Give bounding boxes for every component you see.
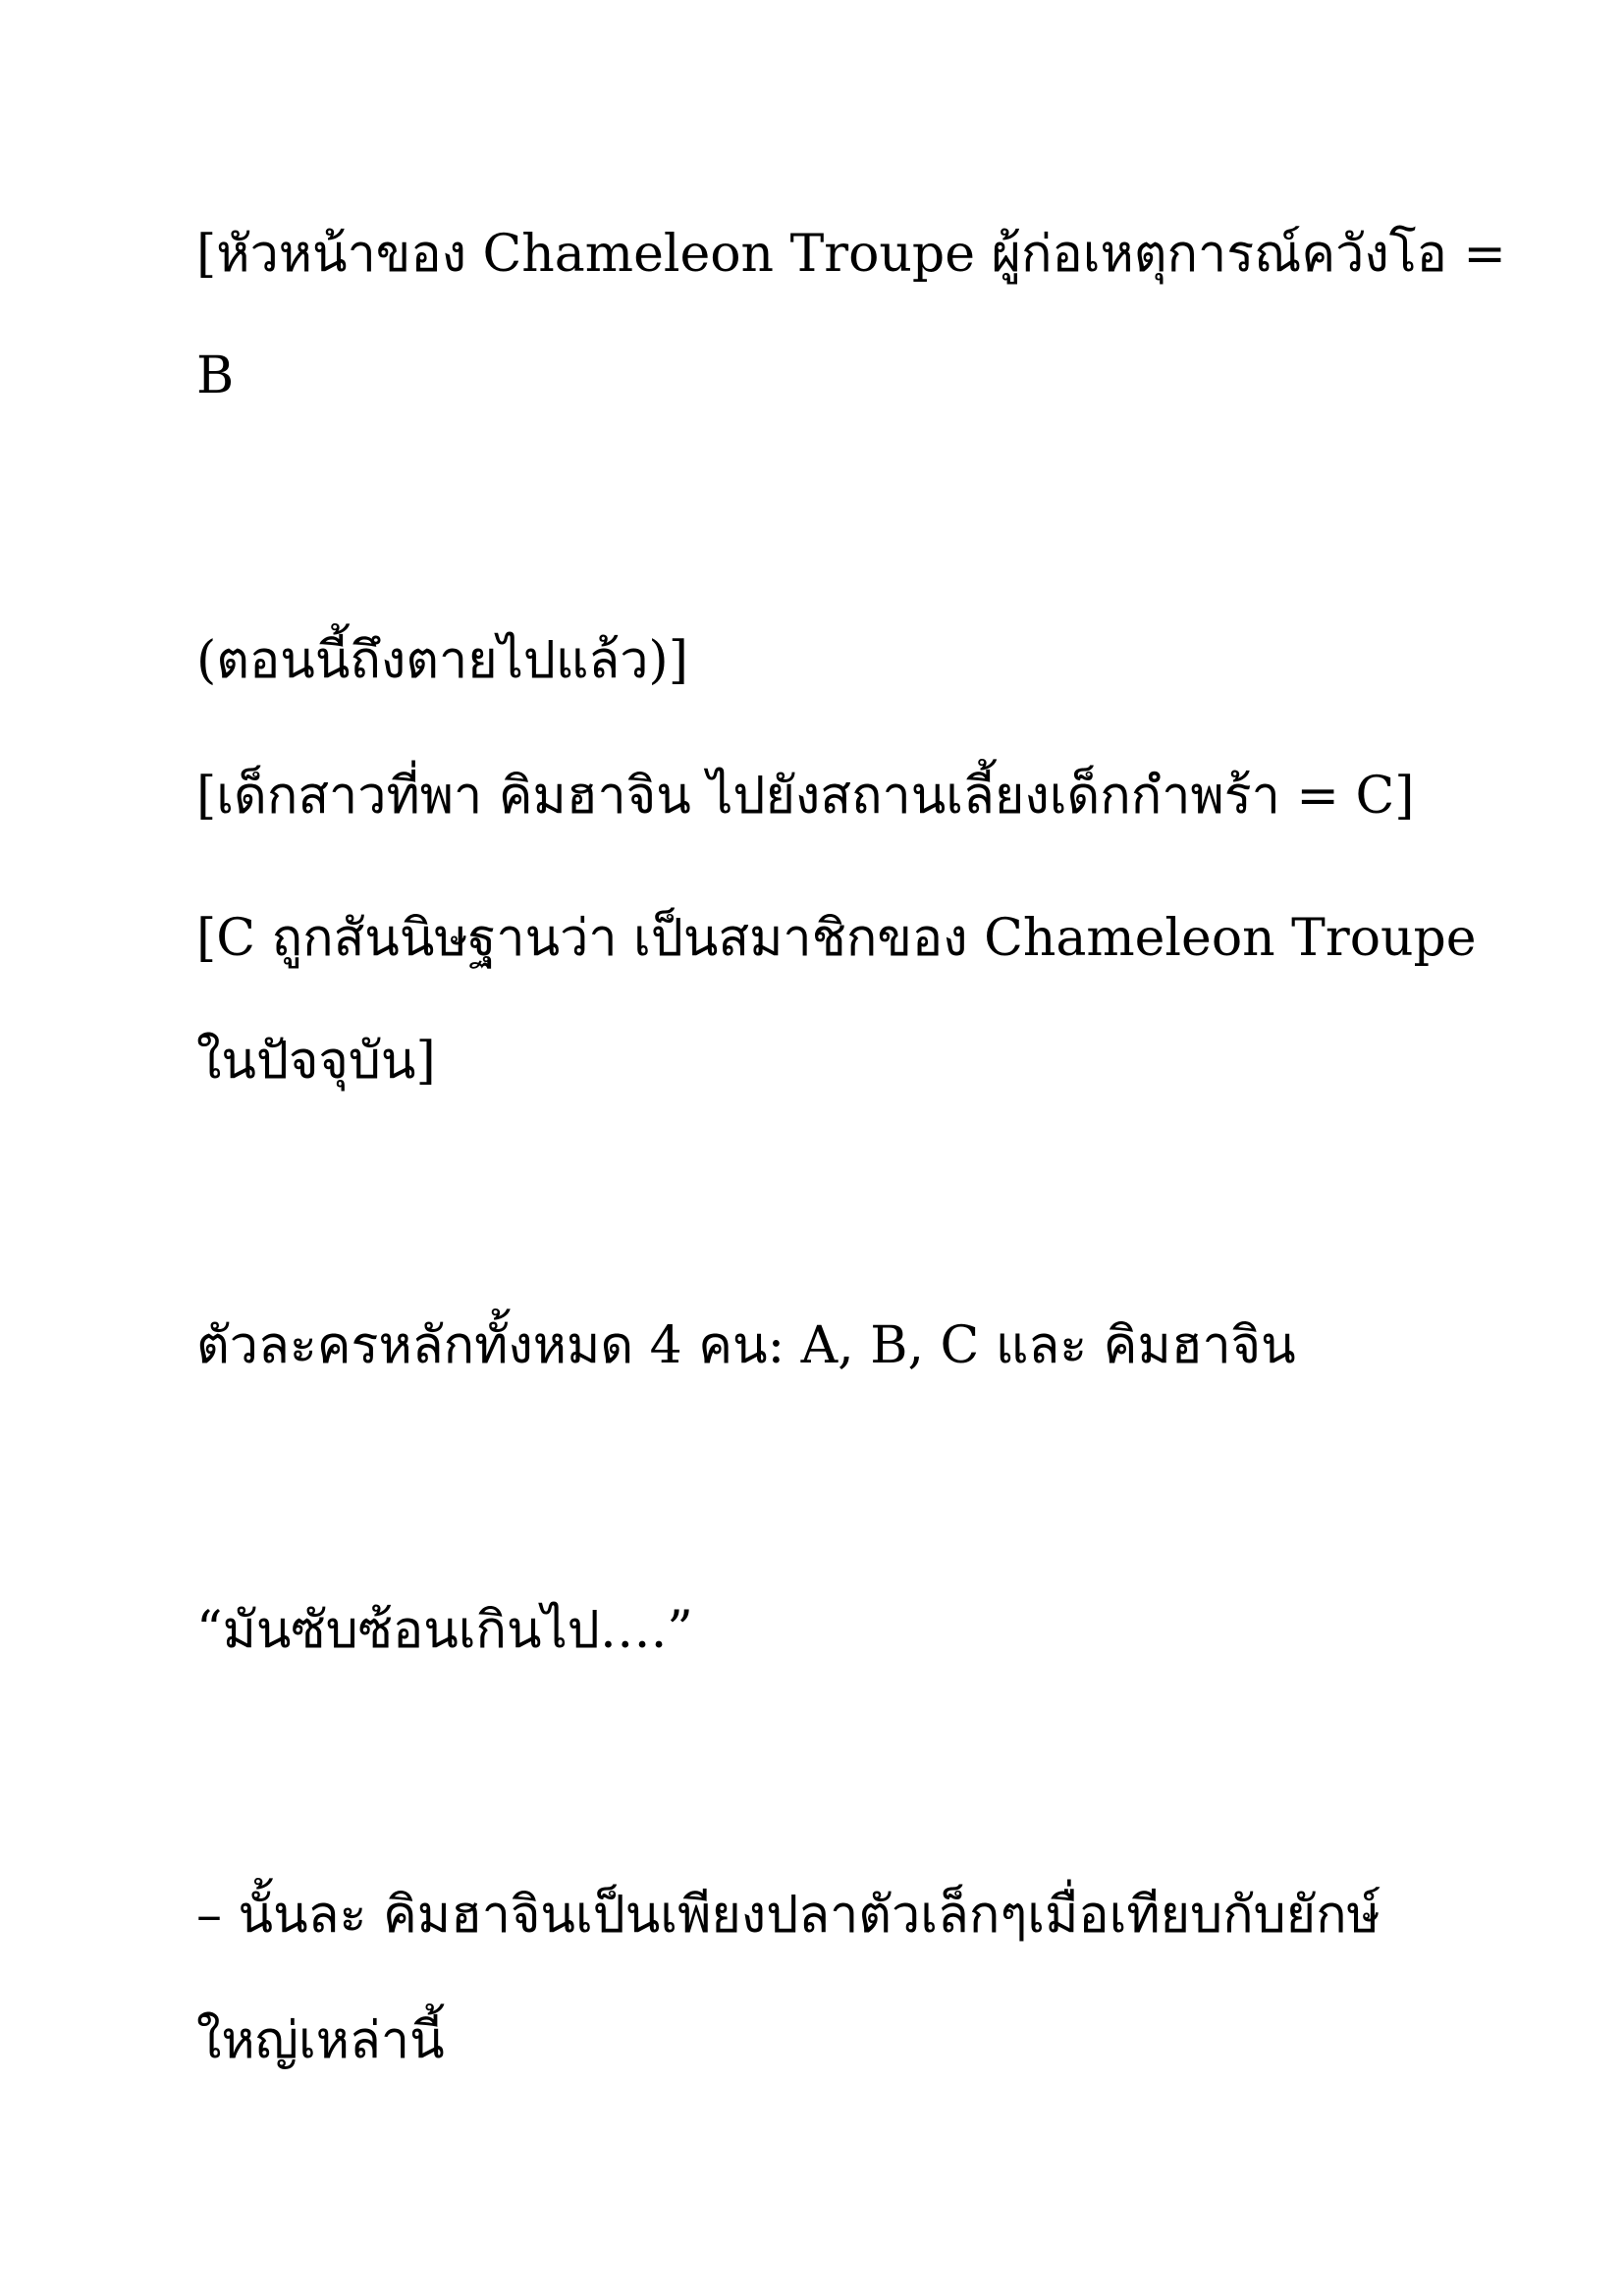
paragraph-line-9: – นั้นละ คิมฮาจินเป็นเพียงปลาตัวเล็กๆเมื่อเทียบกับยักษ์: [196, 1886, 1380, 1945]
paragraph-line-3: (ตอนนี้ถึงตายไปแล้ว)]: [196, 631, 689, 690]
paragraph-line-4: [เด็กสาวที่พา คิมฮาจิน ไปยังสถานเลี้ยงเด็กกำพร้า = C]: [196, 767, 1415, 826]
paragraph-line-1: [หัวหน้าของ Chameleon Troupe ผู้ก่อเหตุการณ์ควังโอ =: [196, 225, 1506, 284]
paragraph-line-5: [C ถูกสันนิษฐานว่า เป็นสมาชิกของ Chameleon Troupe: [196, 909, 1477, 968]
paragraph-line-10: ใหญ่เหล่านี้: [196, 2011, 445, 2070]
paragraph-line-2: B: [196, 347, 235, 405]
paragraph-line-7: ตัวละครหลักทั้งหมด 4 คน: A, B, C และ คิมฮาจิน: [196, 1316, 1296, 1375]
paragraph-line-6: ในปัจจุบัน]: [196, 1032, 436, 1091]
quoted-line: “มันซับซ้อนเกินไป….”: [196, 1601, 693, 1660]
